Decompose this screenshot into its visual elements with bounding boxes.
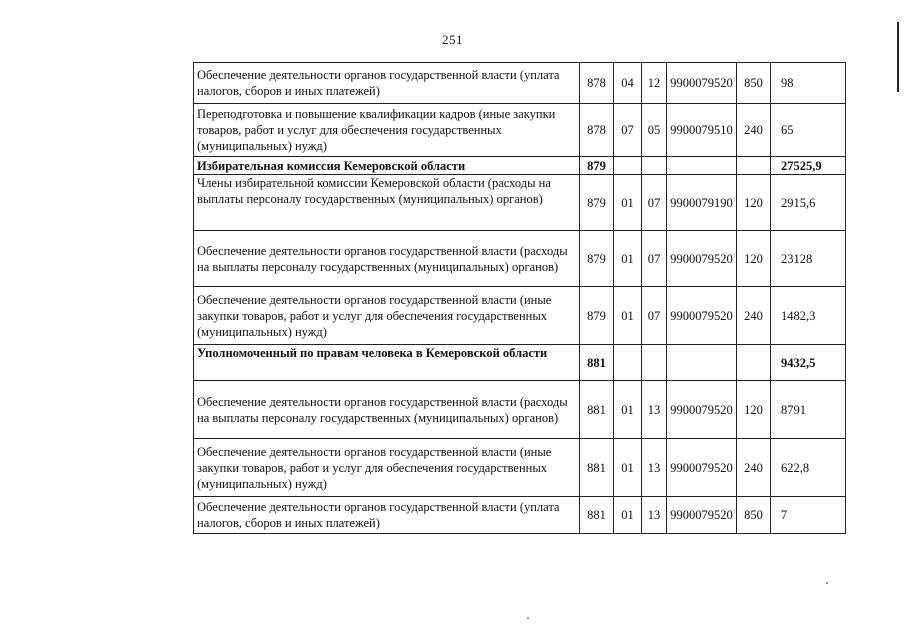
row-subsection: 05 [642,104,667,157]
row-amount: 65 [771,104,846,157]
row-section: 01 [614,231,642,287]
row-expense-type: 240 [737,287,771,345]
row-section [614,157,642,175]
table-row [194,381,846,439]
scan-edge-mark [897,22,899,92]
row-expense-type: 240 [737,104,771,157]
table-row-section-header [194,345,846,381]
row-expense-type: 240 [737,439,771,497]
row-amount: 1482,3 [771,287,846,345]
row-target-code: 9900079520 [667,287,737,345]
row-amount: 622,8 [771,439,846,497]
row-amount: 98 [771,63,846,104]
row-dept-code: 879 [580,157,614,175]
row-amount: 27525,9 [771,157,846,175]
table-row [194,63,846,104]
row-dept-code: 879 [580,287,614,345]
row-dept-code: 879 [580,175,614,231]
row-amount: 7 [771,497,846,534]
table-row [194,497,846,534]
row-expense-type [737,157,771,175]
row-dept-code: 881 [580,345,614,381]
row-name: Обеспечение деятельности органов государственной власти (иные закупки товаров, работ и услуг для обеспечения государственных (муниципальных) нужд) [194,287,580,345]
scan-speck [826,582,828,584]
row-target-code: 9900079520 [667,439,737,497]
row-name: Обеспечение деятельности органов государственной власти (расходы на выплаты персоналу государственных (муниципальных) органов) [194,231,580,287]
row-expense-type: 120 [737,381,771,439]
budget-table [193,62,846,534]
table-row [194,175,846,231]
row-name: Обеспечение деятельности органов государственной власти (уплата налогов, сборов и иных платежей) [194,497,580,534]
row-target-code: 9900079520 [667,231,737,287]
row-subsection: 12 [642,63,667,104]
table-row [194,231,846,287]
row-name: Обеспечение деятельности органов государственной власти (расходы на выплаты персоналу государственных (муниципальных) органов) [194,381,580,439]
row-expense-type: 850 [737,497,771,534]
row-name: Уполномоченный по правам человека в Кемеровской области [194,345,580,381]
row-section: 04 [614,63,642,104]
row-name: Члены избирательной комиссии Кемеровской области (расходы на выплаты персоналу государственных (муниципальных) органов) [194,175,580,231]
row-target-code: 9900079520 [667,497,737,534]
row-subsection: 07 [642,175,667,231]
row-name: Переподготовка и повышение квалификации кадров (иные закупки товаров, работ и услуг для обеспечения государственных (муниципальных) нужд) [194,104,580,157]
row-target-code: 9900079520 [667,381,737,439]
row-subsection: 13 [642,439,667,497]
row-name: Обеспечение деятельности органов государственной власти (уплата налогов, сборов и иных платежей) [194,63,580,104]
row-subsection: 13 [642,497,667,534]
row-target-code: 9900079190 [667,175,737,231]
row-section: 01 [614,175,642,231]
row-dept-code: 881 [580,497,614,534]
row-subsection: 13 [642,381,667,439]
row-target-code [667,157,737,175]
row-expense-type: 850 [737,63,771,104]
row-target-code: 9900079510 [667,104,737,157]
table-row-section-header [194,157,846,175]
row-subsection: 07 [642,287,667,345]
row-section [614,345,642,381]
row-section: 01 [614,497,642,534]
row-name: Избирательная комиссия Кемеровской области [194,157,580,175]
row-dept-code: 878 [580,104,614,157]
row-target-code [667,345,737,381]
table-row [194,104,846,157]
row-expense-type [737,345,771,381]
row-section: 01 [614,439,642,497]
table-row [194,287,846,345]
row-amount: 23128 [771,231,846,287]
row-section: 01 [614,381,642,439]
row-target-code: 9900079520 [667,63,737,104]
row-amount: 8791 [771,381,846,439]
row-subsection [642,345,667,381]
row-section: 01 [614,287,642,345]
row-dept-code: 879 [580,231,614,287]
row-amount: 2915,6 [771,175,846,231]
row-section: 07 [614,104,642,157]
table-row [194,439,846,497]
row-amount: 9432,5 [771,345,846,381]
row-dept-code: 881 [580,381,614,439]
row-subsection: 07 [642,231,667,287]
scan-speck [527,617,529,619]
row-expense-type: 120 [737,231,771,287]
row-dept-code: 878 [580,63,614,104]
row-name: Обеспечение деятельности органов государственной власти (иные закупки товаров, работ и услуг для обеспечения государственных (муниципальных) нужд) [194,439,580,497]
row-dept-code: 881 [580,439,614,497]
row-expense-type: 120 [737,175,771,231]
page-number: 251 [442,32,463,47]
row-subsection [642,157,667,175]
